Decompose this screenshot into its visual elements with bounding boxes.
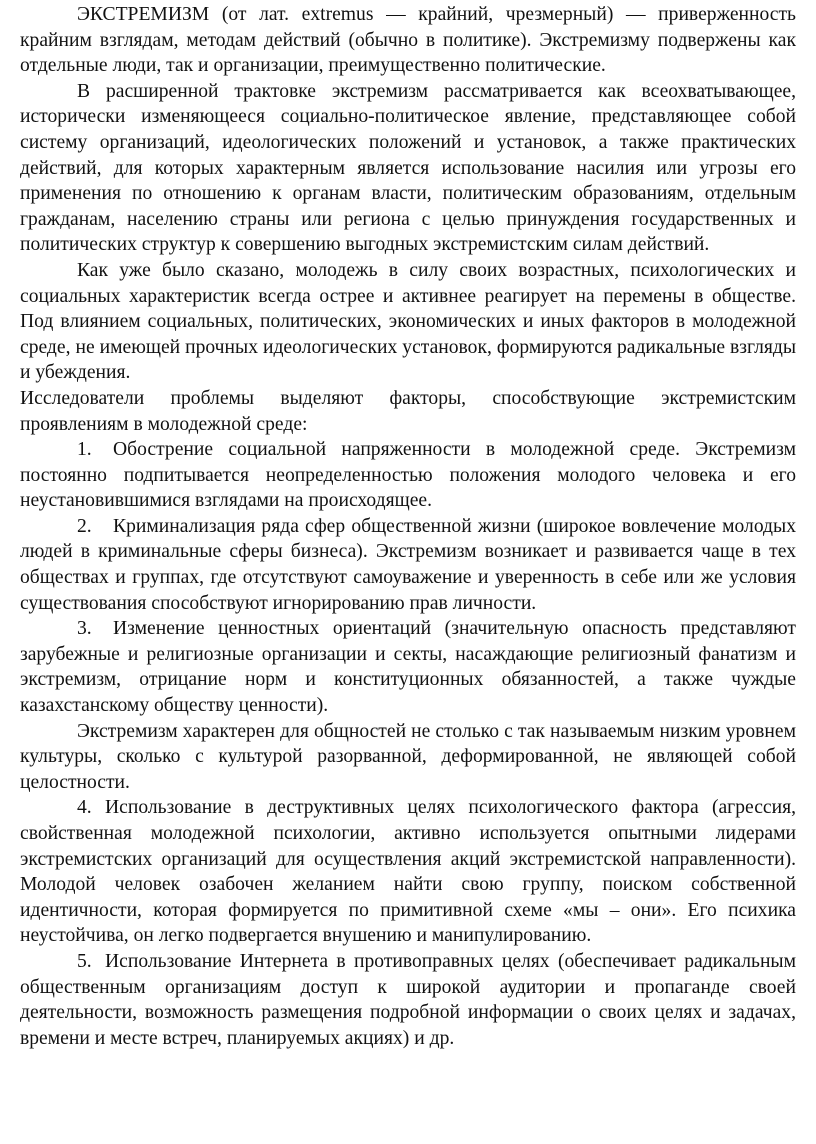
- list-item: [20, 949, 796, 1051]
- list-item-number: 2.: [77, 515, 92, 537]
- list-item-text: Изменение ценностных ориентаций (значительную опасность представляют зарубежные и религиозные организации и секты, насаждающие религиозный фанатизм и экстремизм, отрицание норм и конституционных обязанностей, а также чуждые казахстанскому обществу ценности).: [20, 618, 796, 717]
- list-item-text: Использование Интернета в противоправных целях (обеспечивает радикальным общественным организациям доступ к широкой аудитории и пропаганде своей деятельности, возможность размещения подробной информации о своих целях и задачах, времени и месте встреч, планируемых акциях) и др.: [20, 950, 796, 1049]
- list-item-number: 1.: [77, 439, 92, 461]
- paragraph-researchers-intro: Исследователи проблемы выделяют факторы, способствующие экстремистским проявлениям в молодежной среде:: [20, 387, 796, 435]
- paragraph-broad-interpretation: В расширенной трактовке экстремизм рассматривается как всеохватывающее, исторически изменяющееся социально-политическое явление, представляющее собой систему организаций, идеологических положений и установок, а также практических действий, для которых характерным является использование насилия или угрозы его применения по отношению к органам власти, политическим образованиям, отдельным гражданам, населению страны или региона с целью принуждения государственных и политических структур к совершению выгодных экстремистским силам действий.: [20, 80, 796, 256]
- list-item-number: 3.: [77, 618, 92, 640]
- list-item-number: 5.: [77, 950, 92, 972]
- list-item: [20, 795, 796, 949]
- list-item: [20, 437, 796, 514]
- list-item: [20, 514, 796, 616]
- list-item-text: Криминализация ряда сфер общественной жизни (широкое вовлечение молодых людей в криминальные сферы бизнеса). Экстремизм возникает и развивается чаще в тех обществах и группах, где отсутствуют самоуважение и уверенность в себе или же условия существования способствуют игнорированию прав личности.: [20, 515, 796, 614]
- list-item-text: Использование в деструктивных целях психологического фактора (агрессия, свойственная молодежной психологии, активно используется опытными лидерами экстремистских организаций для осуществления акций экстремистской направленности). Молодой человек озабочен желанием найти свою группу, поиском собственной идентичности, которая формируется по примитивной схеме «мы – они». Его психика неустойчива, он легко подвергается внушению и манипулированию.: [20, 797, 796, 947]
- paragraph-definition: ЭКСТРЕМИЗМ (от лат. extremus — крайний, чрезмерный) — приверженность крайним взглядам, методам действий (обычно в политике). Экстремизму подвержены как отдельные люди, так и организации, преимущественно политические.: [20, 4, 796, 77]
- list-item-number: 4.: [77, 797, 92, 819]
- paragraph-youth-reaction: Как уже было сказано, молодежь в силу своих возрастных, психологических и социальных характеристик всегда острее и активнее реагирует на перемены в обществе. Под влиянием социальных, политических, экономических и иных факторов в молодежной среде, не имеющей прочных идеологических установок, формируются радикальные взгляды и убеждения.: [20, 259, 796, 384]
- paragraph-culture: Экстремизм характерен для общностей не столько с так называемым низким уровнем культуры, сколько с культурой разорванной, деформированной, не являющей собой целостности.: [20, 720, 796, 793]
- document-page: [20, 2, 796, 1051]
- list-item: [20, 616, 796, 718]
- list-item-text: Обострение социальной напряженности в молодежной среде. Экстремизм постоянно подпитывается неопределенностью положения молодого человека и его неустановившимися взглядами на происходящее.: [20, 439, 796, 512]
